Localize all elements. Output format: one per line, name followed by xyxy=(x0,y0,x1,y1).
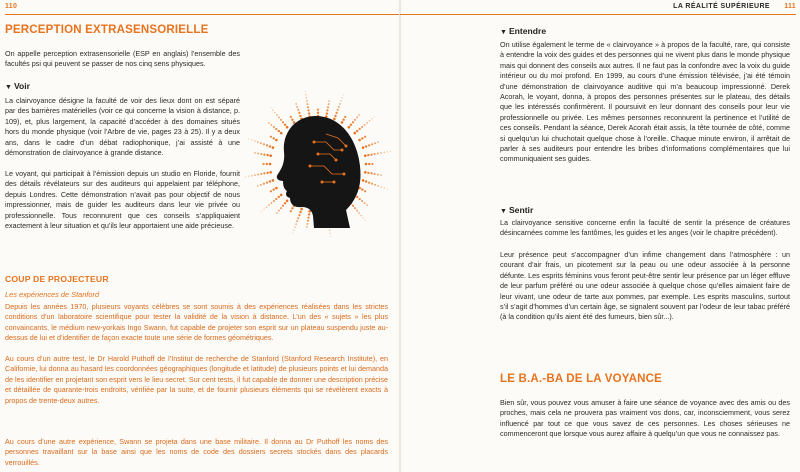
left-header xyxy=(5,0,400,15)
aura-dot xyxy=(275,139,278,142)
intro-paragraph: On appelle perception extrasensorielle (ESP en anglais) l’ensemble des facultés psi qui peuvent se passer de nos cinq sens physiques. xyxy=(5,49,240,69)
aura-dot xyxy=(365,163,368,166)
down-triangle-icon: ▼ xyxy=(500,29,507,36)
page-number-left: 110 xyxy=(5,3,18,10)
aura-dot xyxy=(280,132,283,135)
aura-dot xyxy=(290,116,292,118)
aura-dot xyxy=(270,107,271,108)
aura-dot xyxy=(374,142,376,144)
aura-dot xyxy=(297,217,299,219)
aura-dot xyxy=(272,146,275,149)
aura-dot xyxy=(260,142,262,144)
aura-dot xyxy=(330,233,331,234)
aura-dot xyxy=(364,202,366,204)
bab-title: LE B.A.-BA DE LA VOYANCE xyxy=(500,373,662,385)
aura-dot xyxy=(368,163,370,165)
aura-dot xyxy=(340,100,342,102)
aura-dot xyxy=(350,124,352,126)
aura-dot xyxy=(337,109,339,111)
aura-dot xyxy=(365,220,366,221)
aura-dot xyxy=(352,205,354,207)
aura-dot xyxy=(278,130,280,132)
aura-dot xyxy=(377,141,379,143)
aura-dot xyxy=(263,172,265,174)
aura-dot xyxy=(307,109,309,111)
aura-dot xyxy=(328,103,330,105)
aura-dot xyxy=(368,144,370,146)
aura-dot xyxy=(260,184,262,186)
aura-dot xyxy=(362,179,365,182)
aura-dot xyxy=(366,204,368,206)
aura-dot xyxy=(306,103,308,105)
aura-dot xyxy=(327,106,329,108)
aura-dot xyxy=(275,198,277,200)
sentir-paragraph-1: La clairvoyance sensitive concerne enfin la faculté de sentir la présence de créatures désincarnées comme les fantômes, les guides et les anges (voir le chapitre précédent). xyxy=(500,218,790,238)
aura-dot xyxy=(262,163,264,165)
aura-dot xyxy=(352,121,354,123)
aura-dot xyxy=(273,126,275,128)
aura-dot xyxy=(251,175,253,177)
aura-dot xyxy=(284,124,286,126)
aura-dot xyxy=(286,200,289,203)
aura-dot xyxy=(354,119,356,121)
aura-dot xyxy=(342,118,344,120)
aura-dot xyxy=(306,97,308,99)
aura-dot xyxy=(257,174,259,176)
aura-dot xyxy=(295,223,297,225)
aura-dot xyxy=(371,143,373,145)
aura-dot xyxy=(297,109,299,111)
aura-dot xyxy=(278,210,280,212)
aura-dot xyxy=(380,174,382,176)
aura-dot xyxy=(275,128,277,130)
aura-dot xyxy=(282,121,284,123)
aura-dot xyxy=(338,106,340,108)
aura-dot xyxy=(284,202,286,204)
aura-dot xyxy=(270,202,272,204)
sentir-heading xyxy=(500,205,533,215)
aura-dot xyxy=(248,138,249,139)
aura-dot xyxy=(260,153,262,155)
aura-dot xyxy=(383,152,385,154)
aura-dot xyxy=(348,126,351,129)
aura-dot xyxy=(308,213,310,215)
aura-dot xyxy=(251,139,252,140)
aura-dot xyxy=(326,109,328,111)
right-header xyxy=(400,0,796,15)
aura-dot xyxy=(356,210,358,212)
aura-dot xyxy=(257,152,259,154)
aura-dot xyxy=(360,215,362,217)
head-silhouette-illustration xyxy=(238,86,392,240)
aura-dot xyxy=(263,143,265,145)
aura-dot xyxy=(380,152,382,154)
aura-dot xyxy=(298,112,300,114)
aura-dot xyxy=(291,207,293,209)
aura-dot xyxy=(356,116,358,118)
aura-dot xyxy=(269,154,272,157)
running-title: LA RÉALITÉ SUPÉRIEURE xyxy=(673,3,770,10)
aura-dot xyxy=(358,114,360,116)
aura-dot xyxy=(306,223,308,225)
aura-dot xyxy=(293,121,296,124)
aura-dot xyxy=(365,180,367,182)
aura-dot xyxy=(305,91,306,92)
aura-dot xyxy=(299,211,301,213)
aura-dot xyxy=(257,141,259,143)
aura-dot xyxy=(295,103,297,105)
aura-dot xyxy=(305,94,306,95)
aura-dot xyxy=(270,190,272,192)
aura-dot xyxy=(380,186,382,188)
aura-dot xyxy=(266,181,268,183)
aura-dot xyxy=(296,106,298,108)
aura-dot xyxy=(361,126,363,128)
aura-dot xyxy=(377,174,379,176)
aura-dot xyxy=(362,146,365,149)
aura-dot xyxy=(269,145,271,147)
aura-dot xyxy=(266,144,268,146)
aura-dot xyxy=(387,189,388,190)
voir-paragraph-1: La clairvoyance désigne la faculté de voir des lieux dont on est séparé par des barrières matérielles (voir ce qui concerne la vision à distance, p. 109), et, plus largement, la capacité d’accéder à des domaines situés hors du monde physique (voir l’Arbre de vie, pages 23 à 25). Il y a deux ans, dans le cadre d’un débat radiophonique, j’ai assisté à une démonstration de clairvoyance à grande distance. xyxy=(5,96,240,158)
aura-dot xyxy=(269,180,271,182)
aura-dot xyxy=(276,212,278,214)
aura-dot xyxy=(248,176,249,177)
aura-dot xyxy=(254,152,256,154)
aura-dot xyxy=(278,196,280,198)
aura-dot xyxy=(361,200,363,202)
aura-dot xyxy=(307,106,309,108)
aura-dot xyxy=(270,136,272,138)
aura-dot xyxy=(292,233,293,234)
aura-dot xyxy=(328,100,330,102)
aura-dot xyxy=(263,153,265,155)
aura-dot xyxy=(361,137,363,139)
aura-dot xyxy=(280,207,282,209)
aura-dot xyxy=(266,206,268,208)
aura-dot xyxy=(286,126,289,129)
aura-dot xyxy=(266,154,268,156)
aura-dot xyxy=(278,116,280,118)
aura-dot xyxy=(364,154,367,157)
aura-dot xyxy=(374,173,376,175)
sentir-heading-label: Sentir xyxy=(508,205,534,215)
aura-dot xyxy=(272,109,273,110)
aura-dot xyxy=(329,229,331,231)
aura-dot xyxy=(390,151,391,152)
aura-dot xyxy=(268,122,270,124)
aura-dot xyxy=(354,132,357,135)
aura-dot xyxy=(261,211,262,212)
aura-dot xyxy=(344,116,346,118)
aura-dot xyxy=(341,97,342,98)
aura-dot xyxy=(299,115,301,117)
aura-dot xyxy=(308,112,310,114)
box-paragraph-1: Depuis les années 1970, plusieurs voyants célèbres se sont soumis à des expériences réalisées dans les strictes conditions d’un laboratoire scientifique pour tester la validité de la vision à distance. L’un des « sujets » les plus convaincants, le médium new-yorkais Ingo Swann, fut capable de projeter son esprit sur un plateau suspendu juste au-dessus de lui et d’identifier de façon exacte toute une série de formes géométriques. xyxy=(5,302,388,343)
aura-dot xyxy=(268,204,270,206)
aura-dot xyxy=(293,230,294,231)
aura-dot xyxy=(306,100,308,102)
box-subtitle: Les expériences de Stanford xyxy=(5,290,100,299)
aura-dot xyxy=(275,187,278,190)
aura-dot xyxy=(359,198,361,200)
aura-dot xyxy=(273,200,275,202)
aura-dot xyxy=(263,209,264,210)
sentir-paragraph-2: Leur présence peut s’accompagner d’un infime changement dans l’atmosphère : un courant d’air frais, un picotement sur la peau ou une odeur associée à la personne défunte. Les esprits féminins vous feront peut-être sentir leur présence par un léger effluve de leur parfum préféré ou une odeur associée à quelque chose qu’elles aimaient faire de leur vivant, une odeur de tarte aux pommes, par exemple. Les esprits masculins, surtout s’il s’agit d’hommes d’un certain âge, se signalent souvent par l’odeur de leur tabac préféré (à la condition qu’ils aient été des fumeurs, bien sûr...). xyxy=(500,250,790,322)
aura-dot xyxy=(358,139,361,142)
aura-dot xyxy=(317,112,319,114)
box-paragraph-2: Au cours d’un autre test, le Dr Harold Puthoff de l’Institut de recherche de Stanford (Stanford Research Institute), en Californie, lui donna au hasard les coordonnées géographiques (longitude et latitude) de plusieurs points et lui demanda de les identifier en projetant son esprit vers le lieu secret. Sur cent tests, il fut capable de donner une description précise et détaillée de quarante-trois endroits, vérifiée par la suite, et de fournir plusieurs éléments qui se révélèrent exacts à propos de trente-deux autres. xyxy=(5,354,388,405)
aura-dot xyxy=(377,152,379,154)
aura-dot xyxy=(280,119,282,121)
aura-dot xyxy=(364,124,366,126)
aura-dot xyxy=(368,181,370,183)
aura-dot xyxy=(307,216,309,218)
aura-dot xyxy=(263,183,265,185)
aura-dot xyxy=(280,194,283,197)
aura-dot xyxy=(361,188,363,190)
aura-dot xyxy=(356,196,358,198)
aura-dot xyxy=(307,220,309,222)
entendre-heading xyxy=(500,26,546,36)
aura-dot xyxy=(300,208,303,211)
aura-dot xyxy=(306,226,308,228)
aura-dot xyxy=(266,163,268,165)
voir-heading-label: Voir xyxy=(13,81,31,91)
aura-dot xyxy=(245,176,246,177)
aura-dot xyxy=(365,145,367,147)
aura-dot xyxy=(364,190,366,192)
voir-heading xyxy=(5,81,30,91)
bab-paragraph: Bien sûr, vous pouvez vous amuser à faire une séance de voyance avec des amis ou des proches, mais cela ne prouvera pas vraiment vos dons, car, inconsciemment, vous serez influencé par tout ce que vous savez de ces personnes. Les choses sérieuses ne commenceront que lorsque vous aurez affaire à quelqu’un que vous ne connaissez pas. xyxy=(500,398,790,439)
aura-dot xyxy=(266,172,268,174)
down-triangle-icon: ▼ xyxy=(500,208,507,215)
aura-dot xyxy=(367,154,369,156)
aura-dot xyxy=(364,136,366,138)
aura-dot xyxy=(363,217,364,218)
page-number-right: 111 xyxy=(784,3,796,10)
aura-dot xyxy=(254,140,256,142)
aura-dot xyxy=(330,236,331,237)
aura-dot xyxy=(254,174,256,176)
aura-dot xyxy=(276,114,278,116)
down-triangle-icon: ▼ xyxy=(5,84,12,91)
aura-dot xyxy=(260,173,262,175)
aura-dot xyxy=(354,207,356,209)
aura-dot xyxy=(343,94,344,95)
aura-dot xyxy=(269,171,272,174)
aura-dot xyxy=(269,163,272,166)
aura-dot xyxy=(374,184,376,186)
aura-dot xyxy=(359,128,361,130)
aura-dot xyxy=(282,205,284,207)
aura-dot xyxy=(371,163,373,165)
aura-dot xyxy=(366,122,368,124)
aura-dot xyxy=(371,118,372,119)
right-page xyxy=(400,0,800,472)
entendre-heading-label: Entendre xyxy=(508,26,547,36)
aura-dot xyxy=(367,172,369,174)
aura-dot xyxy=(339,103,341,105)
aura-dot xyxy=(364,171,367,174)
aura-dot xyxy=(374,116,375,117)
section-title: PERCEPTION EXTRASENSORIELLE xyxy=(5,24,209,36)
aura-dot xyxy=(291,118,293,120)
aura-dot xyxy=(272,137,274,139)
aura-dot xyxy=(274,112,276,114)
aura-dot xyxy=(369,120,371,122)
aura-dot xyxy=(298,214,300,216)
aura-dot xyxy=(358,212,360,214)
aura-dot xyxy=(356,130,358,132)
aura-dot xyxy=(272,179,275,182)
aura-dot xyxy=(384,187,385,188)
voir-paragraph-2: Le voyant, qui participait à l’émission depuis un studio en Floride, fournit des détails révélateurs sur des auditeurs qui appelaient par téléphone, depuis Londres. Cette démonstration n’avait pas pour objectif de nous impressionner, mais de guider les auditeurs dans leur vie privée ou professionnelle. Tous reconnurent que ces conseils s’appliquaient exactement à leur situation et qu’ils leur apportaient une aide précieuse. xyxy=(5,169,240,231)
aura-dot xyxy=(272,188,274,190)
aura-dot xyxy=(290,210,292,212)
aura-dot xyxy=(270,124,272,126)
box-title: COUP DE PROJECTEUR xyxy=(5,274,109,284)
aura-dot xyxy=(334,115,336,117)
aura-dot xyxy=(326,112,328,114)
aura-dot xyxy=(317,108,319,110)
aura-dot xyxy=(296,220,298,222)
aura-dot xyxy=(370,153,372,155)
entendre-paragraph: On utilise également le terme de « clairvoyance » à propos de la faculté, rare, qui consiste à entendre la voix des guides et des personnes qui ne vivent plus dans le monde physique mais qui donnent des conseils aux autres. Il ne faut pas la confondre avec la voix du guide intérieur ou du moi profond. En 1999, au cours d’une émission télévisée, j’ai été témoin d’une démonstration de clairvoyance auditive qui m’a beaucoup impressionné. Derek Acorah, le voyant, donna, à propos des personnes présentes sur le plateau, des détails que les intéressés confirmèrent. Il poursuivit en leur donnant des conseils pour leur vie professionnelle ou privée. Les mêmes personnes reconnurent la pertinence et l’utilité de ces conseils. Pendant la séance, Derek Acorah était assis, la tête tournée de côté, comme si quelqu’un lui chuchotait quelque chose à l’oreille. Chaque minute environ, il arrêtait de parler à ses auditeurs pour entendre les bribes d’informations complémentaires que lui communiquaient ses guides. xyxy=(500,40,790,164)
box-paragraph-3: Au cours d’une autre expérience, Swann se projeta dans une base militaire. Il donna au Dr Puthoff les noms des personnes travaillant sur la base ainsi que les noms de code des dossiers secrets stockés dans des placards verrouillés. xyxy=(5,437,388,467)
aura-dot xyxy=(374,153,376,155)
aura-dot xyxy=(333,118,336,121)
aura-dot xyxy=(335,112,337,114)
aura-dot xyxy=(294,226,296,228)
aura-dot xyxy=(257,185,259,187)
head-silhouette xyxy=(277,116,361,228)
aura-dot xyxy=(370,172,372,174)
aura-dot xyxy=(377,185,379,187)
head-silhouette-svg xyxy=(238,86,392,240)
aura-dot xyxy=(371,183,373,185)
aura-dot xyxy=(387,151,388,152)
aura-dot xyxy=(341,121,344,124)
